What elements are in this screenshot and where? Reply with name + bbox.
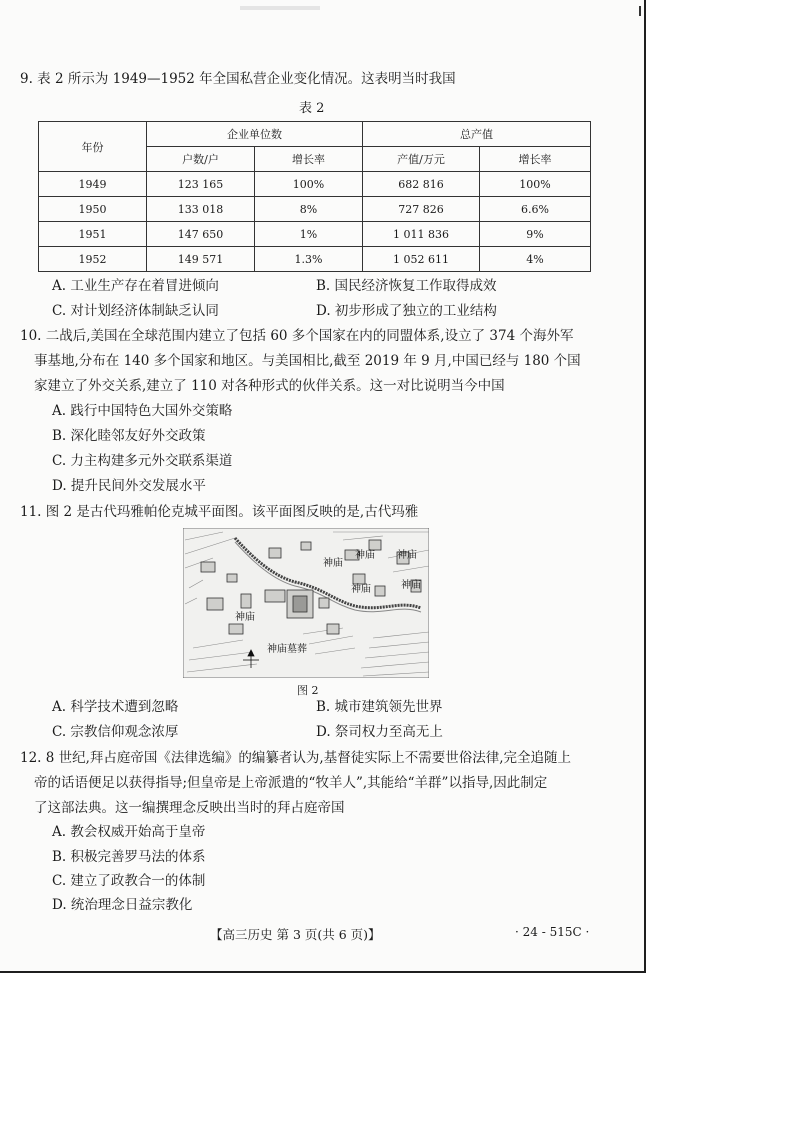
q11-option-c[interactable]: C. 宗教信仰观念浓厚	[52, 724, 179, 740]
scan-border	[644, 0, 646, 972]
q11-option-b[interactable]: B. 城市建筑领先世界	[316, 699, 443, 715]
cell-households: 147 650	[147, 222, 255, 247]
map-label-temple: 神庙	[401, 580, 421, 591]
subheader-growth-rate: 增长率	[255, 147, 363, 172]
scan-mark	[240, 6, 320, 10]
question-12-stem-line: 了这部法典。这一编撰理念反映出当时的拜占庭帝国	[34, 800, 345, 816]
q12-option-c[interactable]: C. 建立了政教合一的体制	[52, 873, 206, 889]
question-10-stem-line: 事基地,分布在 140 多个国家和地区。与美国相比,截至 2019 年 9 月,中国已经与 180 个国	[34, 353, 581, 369]
page-footer-code: · 24 - 515C ·	[515, 925, 590, 939]
cell-households: 133 018	[147, 197, 255, 222]
header-total-output: 总产值	[363, 122, 591, 147]
question-10-stem-line: 10. 二战后,美国在全球范围内建立了包括 60 多个国家在内的同盟体系,设立了 374 个海外军	[20, 328, 574, 344]
table-row	[39, 172, 591, 197]
cell-output: 682 816	[363, 172, 480, 197]
q9-option-a[interactable]: A. 工业生产存在着冒进倾向	[52, 278, 219, 294]
cell-unit-growth: 8%	[255, 197, 363, 222]
table-row	[39, 197, 591, 222]
header-year: 年份	[39, 122, 147, 172]
scan-mark	[639, 6, 641, 16]
cell-output: 1 011 836	[363, 222, 480, 247]
figure-caption: 图 2	[297, 684, 319, 697]
table-row	[39, 222, 591, 247]
header-enterprise-units: 企业单位数	[147, 122, 363, 147]
cell-unit-growth: 1%	[255, 222, 363, 247]
map-label-temple: 神庙	[355, 550, 375, 561]
q12-option-d[interactable]: D. 统治理念日益宗教化	[52, 897, 193, 913]
cell-output: 727 826	[363, 197, 480, 222]
map-label-temple: 神庙	[323, 558, 343, 569]
cell-households: 123 165	[147, 172, 255, 197]
cell-unit-growth: 100%	[255, 172, 363, 197]
cell-output: 1 052 611	[363, 247, 480, 272]
cell-year: 1952	[39, 247, 147, 272]
cell-output-growth: 100%	[480, 172, 591, 197]
subheader-households: 户数/户	[147, 147, 255, 172]
question-10-stem-line: 家建立了外交关系,建立了 110 对各种形式的伙伴关系。这一对比说明当今中国	[34, 378, 505, 394]
map-label-temple: 神庙	[351, 584, 371, 595]
cell-output-growth: 9%	[480, 222, 591, 247]
subheader-growth-rate: 增长率	[480, 147, 591, 172]
q11-option-a[interactable]: A. 科学技术遭到忽略	[52, 699, 179, 715]
question-11-stem: 11. 图 2 是古代玛雅帕伦克城平面图。该平面图反映的是,古代玛雅	[20, 504, 419, 520]
cell-households: 149 571	[147, 247, 255, 272]
table-caption: 表 2	[299, 101, 325, 116]
q12-option-b[interactable]: B. 积极完善罗马法的体系	[52, 849, 206, 865]
map-label-temple: 神庙	[235, 612, 255, 623]
question-9-stem: 9. 表 2 所示为 1949—1952 年全国私营企业变化情况。这表明当时我国	[20, 71, 456, 87]
private-enterprise-table	[38, 121, 591, 272]
q10-option-a[interactable]: A. 践行中国特色大国外交策略	[52, 403, 233, 419]
q9-option-d[interactable]: D. 初步形成了独立的工业结构	[316, 303, 497, 319]
cell-year: 1949	[39, 172, 147, 197]
cell-year: 1951	[39, 222, 147, 247]
q12-option-a[interactable]: A. 教会权威开始高于皇帝	[52, 824, 206, 840]
q10-option-d[interactable]: D. 提升民间外交发展水平	[52, 478, 206, 494]
table-row	[39, 247, 591, 272]
q10-option-b[interactable]: B. 深化睦邻友好外交政策	[52, 428, 206, 444]
page-footer-label: 【高三历史 第 3 页(共 6 页)】	[210, 927, 381, 942]
map-label-temple-tomb: 神庙墓葬	[267, 644, 307, 655]
cell-output-growth: 6.6%	[480, 197, 591, 222]
scan-border	[0, 971, 646, 973]
cell-unit-growth: 1.3%	[255, 247, 363, 272]
cell-year: 1950	[39, 197, 147, 222]
subheader-output-value: 产值/万元	[363, 147, 480, 172]
cell-output-growth: 4%	[480, 247, 591, 272]
q9-option-c[interactable]: C. 对计划经济体制缺乏认同	[52, 303, 219, 319]
question-12-stem-line: 12. 8 世纪,拜占庭帝国《法律选编》的编纂者认为,基督徒实际上不需要世俗法律,完全追随上	[20, 750, 572, 766]
q11-option-d[interactable]: D. 祭司权力至高无上	[316, 724, 443, 740]
q9-option-b[interactable]: B. 国民经济恢复工作取得成效	[316, 278, 497, 294]
question-12-stem-line: 帝的话语便足以获得指导;但皇帝是上帝派遣的“牧羊人”,其能给“羊群”以指导,因此制定	[34, 775, 548, 791]
q10-option-c[interactable]: C. 力主构建多元外交联系渠道	[52, 453, 233, 469]
palenque-city-map	[183, 528, 429, 678]
map-label-temple: 神庙	[397, 550, 417, 561]
